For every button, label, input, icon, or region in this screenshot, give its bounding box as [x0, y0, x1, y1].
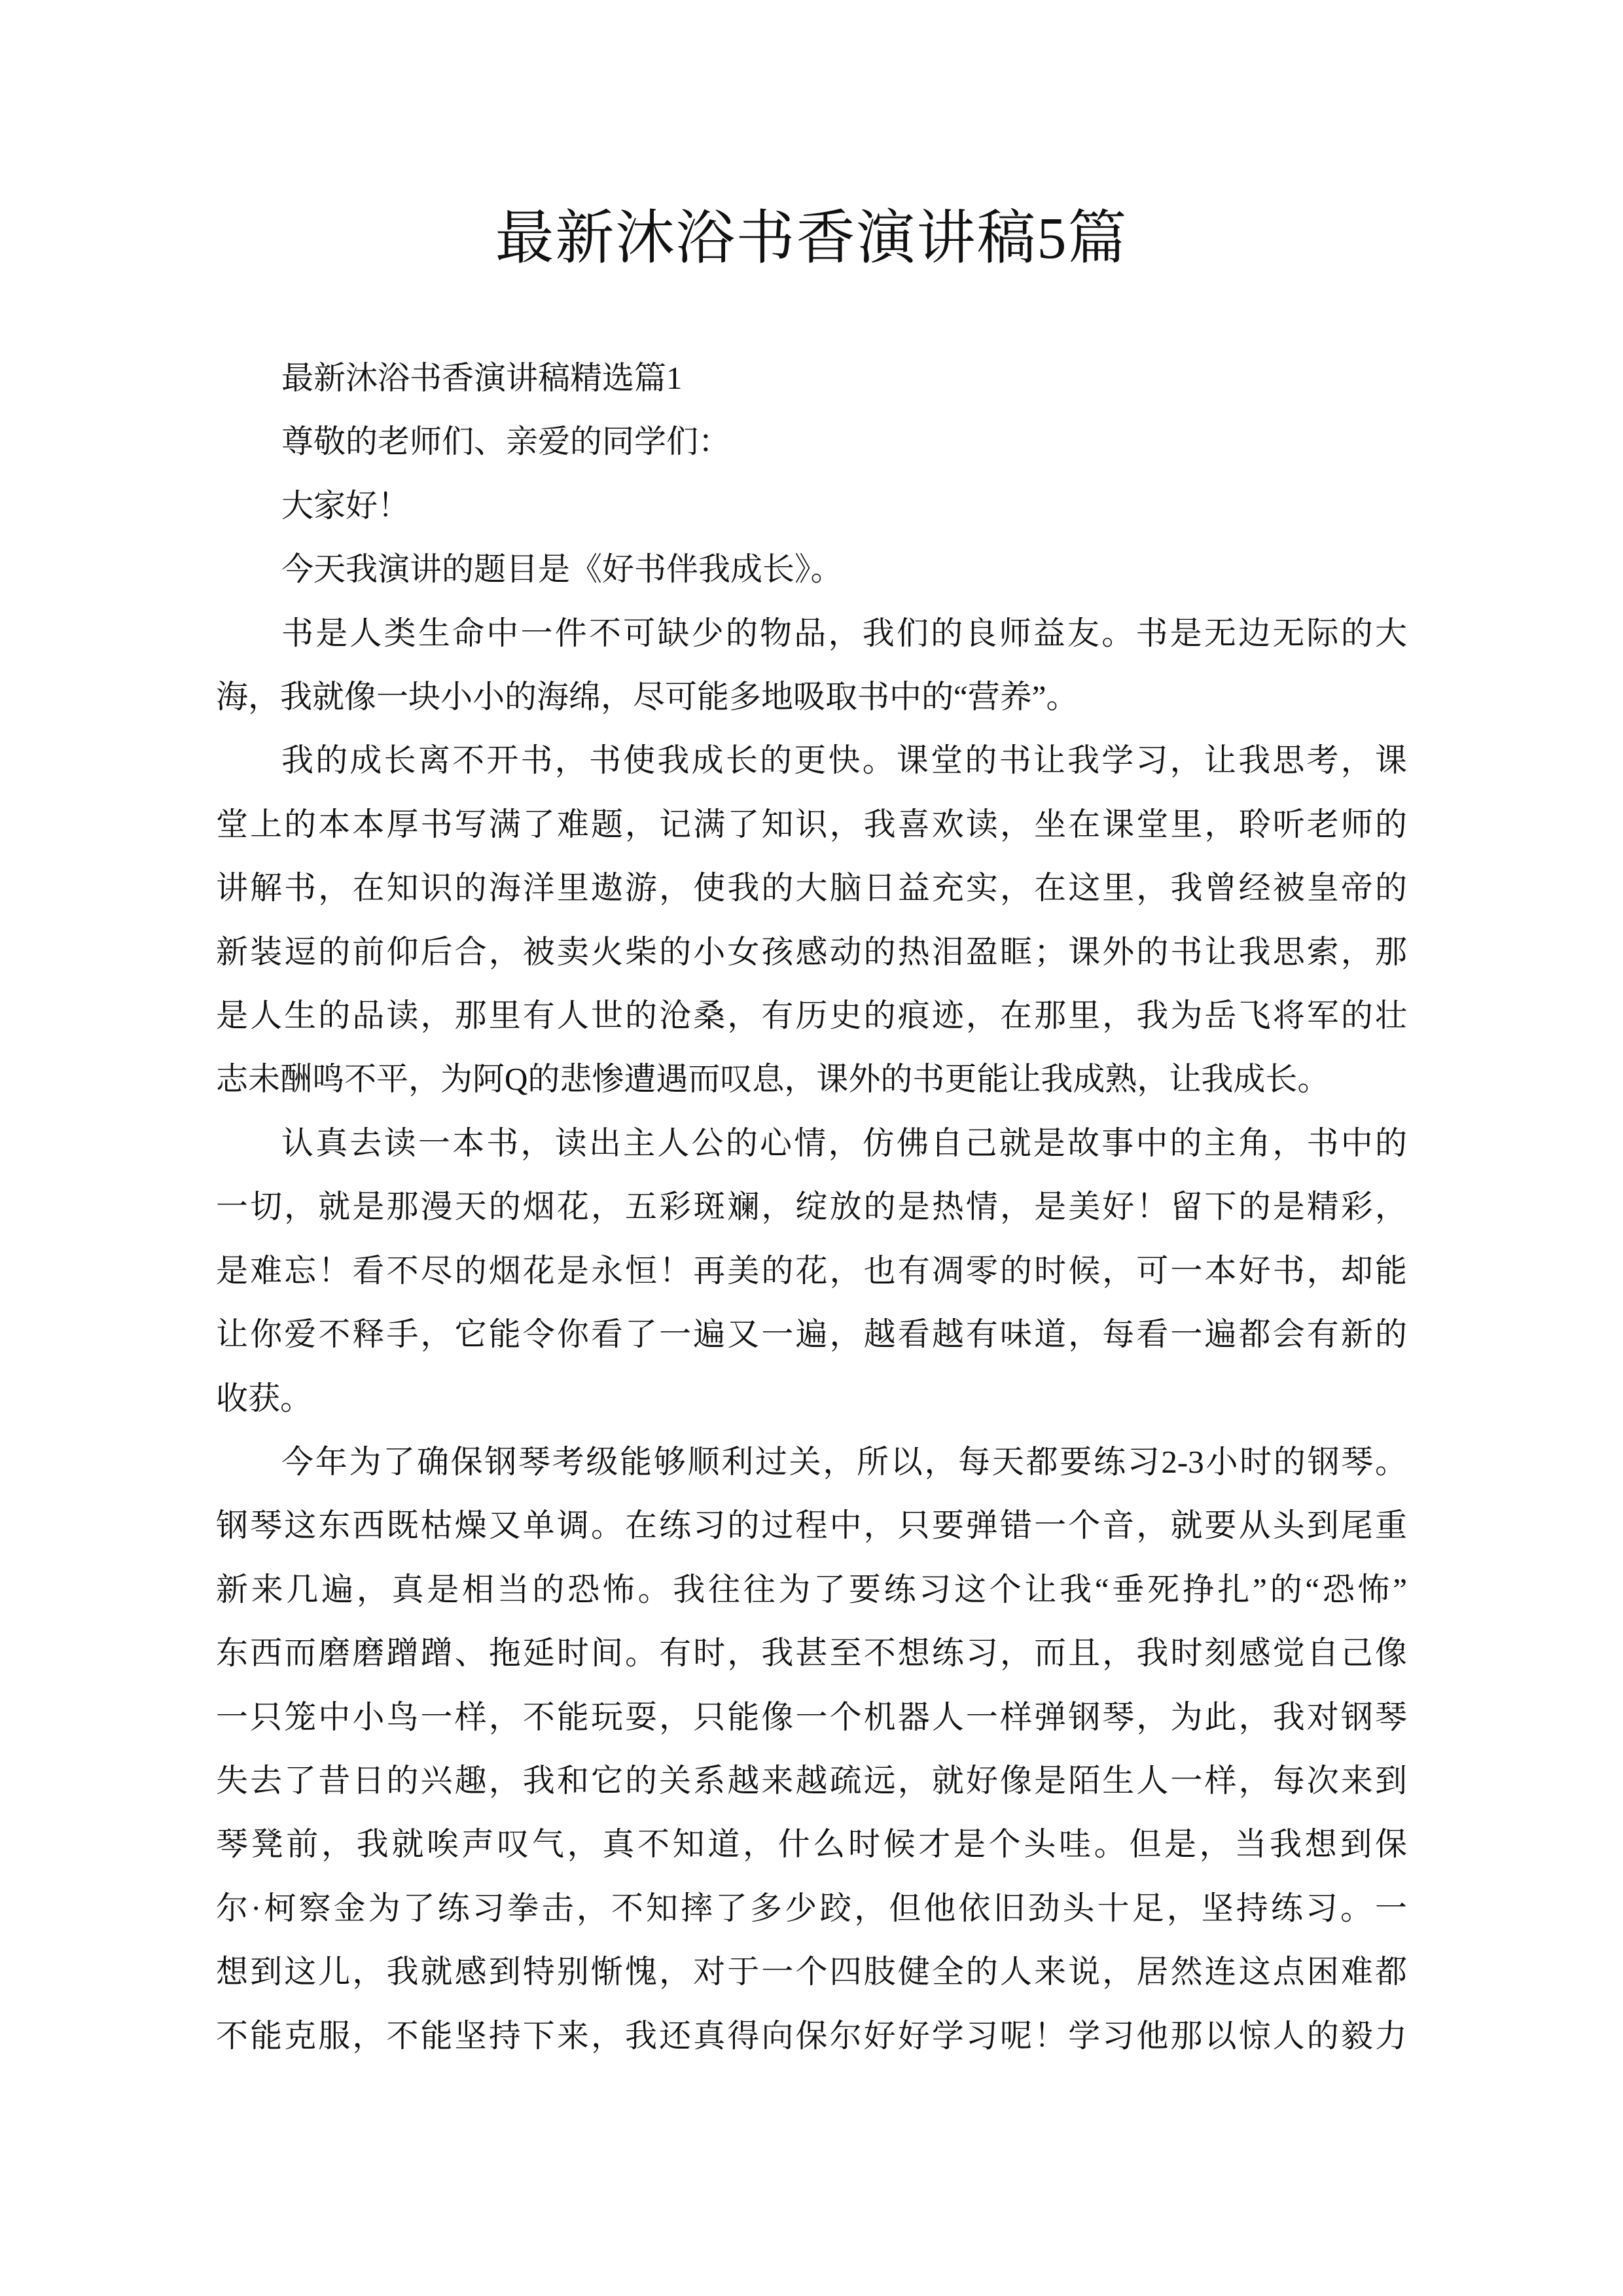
paragraph — [216, 537, 1407, 601]
paragraph-line: 今天我演讲的题目是《好书伴我成长》。 — [281, 551, 843, 588]
paragraph-line: 新来几遍，真是相当的恐怖。我往往为了要练习这个让我“垂死挣扎”的“恐怖” — [216, 1571, 1407, 1607]
paragraph-line: 尔·柯察金为了练习拳击，不知摔了多少跤，但他依旧劲头十足，坚持练习。一 — [216, 1890, 1407, 1926]
paragraph-line: 让你爱不释手，它能令你看了一遍又一遍，越看越有味道，每看一遍都会有新的 — [216, 1316, 1407, 1353]
paragraph-line: 收获。 — [216, 1380, 313, 1416]
document-title: 最新沐浴书香演讲稿5篇 — [495, 206, 1128, 271]
paragraph-line: 一切，就是那漫天的烟花，五彩斑斓，绽放的是热情，是美好！留下的是精彩， — [216, 1189, 1407, 1225]
paragraph-line: 一只笼中小鸟一样，不能玩耍，只能像一个机器人一样弹钢琴，为此，我对钢琴 — [216, 1698, 1407, 1735]
paragraph — [216, 728, 1407, 1111]
paragraph-line: 讲解书，在知识的海洋里遨游，使我的大脑日益充实，在这里，我曾经被皇帝的 — [216, 870, 1407, 906]
paragraph-line: 我的成长离不开书，书使我成长的更快。课堂的书让我学习，让我思考，课 — [281, 742, 1407, 779]
paragraph-line: 新装逗的前仰后合，被卖火柴的小女孩感动的热泪盈眶；课外的书让我思索，那 — [216, 933, 1407, 970]
paragraph — [216, 1430, 1407, 2068]
paragraph — [216, 601, 1407, 729]
paragraph-line: 尊敬的老师们、亲爱的同学们： — [281, 423, 731, 460]
paragraph-line: 堂上的本本厚书写满了难题，记满了知识，我喜欢读，坐在课堂里，聆听老师的 — [216, 806, 1407, 842]
paragraph-line: 琴凳前，我就唉声叹气，真不知道，什么时候才是个头哇。但是，当我想到保 — [216, 1826, 1407, 1863]
paragraph-line: 东西而磨磨蹭蹭、拖延时间。有时，我甚至不想练习，而且，我时刻感觉自己像 — [216, 1635, 1407, 1672]
paragraph — [216, 346, 1407, 410]
paragraph-line: 是人生的品读，那里有人世的沧桑，有历史的痕迹，在那里，我为岳飞将军的壮 — [216, 997, 1407, 1034]
paragraph-line: 是难忘！看不尽的烟花是永恒！再美的花，也有凋零的时候，可一本好书，却能 — [216, 1252, 1407, 1289]
document-body — [216, 346, 1407, 2068]
paragraph-line: 海，我就像一块小小的海绵，尽可能多地吸取书中的“营养”。 — [216, 679, 1079, 715]
paragraph-line: 书是人类生命中一件不可缺少的物品，我们的良师益友。书是无边无际的大 — [281, 615, 1407, 651]
paragraph — [216, 410, 1407, 473]
paragraph — [216, 474, 1407, 537]
paragraph — [216, 1111, 1407, 1430]
paragraph-line: 失去了昔日的兴趣，我和它的关系越来越疏远，就好像是陌生人一样，每次来到 — [216, 1762, 1407, 1799]
paragraph-line: 大家好！ — [281, 487, 410, 524]
paragraph-line: 想到这儿，我就感到特别惭愧，对于一个四肢健全的人来说，居然连这点困难都 — [216, 1954, 1407, 1990]
paragraph-line: 钢琴这东西既枯燥又单调。在练习的过程中，只要弹错一个音，就要从头到尾重 — [216, 1507, 1407, 1544]
paragraph-line: 不能克服，不能坚持下来，我还真得向保尔好好学习呢！学习他那以惊人的毅力 — [216, 2017, 1407, 2054]
paragraph-line: 志未酬鸣不平，为阿Q的悲惨遭遇而叹息，课外的书更能让我成熟，让我成长。 — [216, 1061, 1330, 1098]
paragraph-line: 最新沐浴书香演讲稿精选篇1 — [281, 360, 683, 396]
paragraph-line: 今年为了确保钢琴考级能够顺利过关，所以，每天都要练习2-3小时的钢琴。 — [281, 1443, 1407, 1480]
paragraph-line: 认真去读一本书，读出主人公的心情，仿佛自己就是故事中的主角，书中的 — [281, 1124, 1407, 1161]
